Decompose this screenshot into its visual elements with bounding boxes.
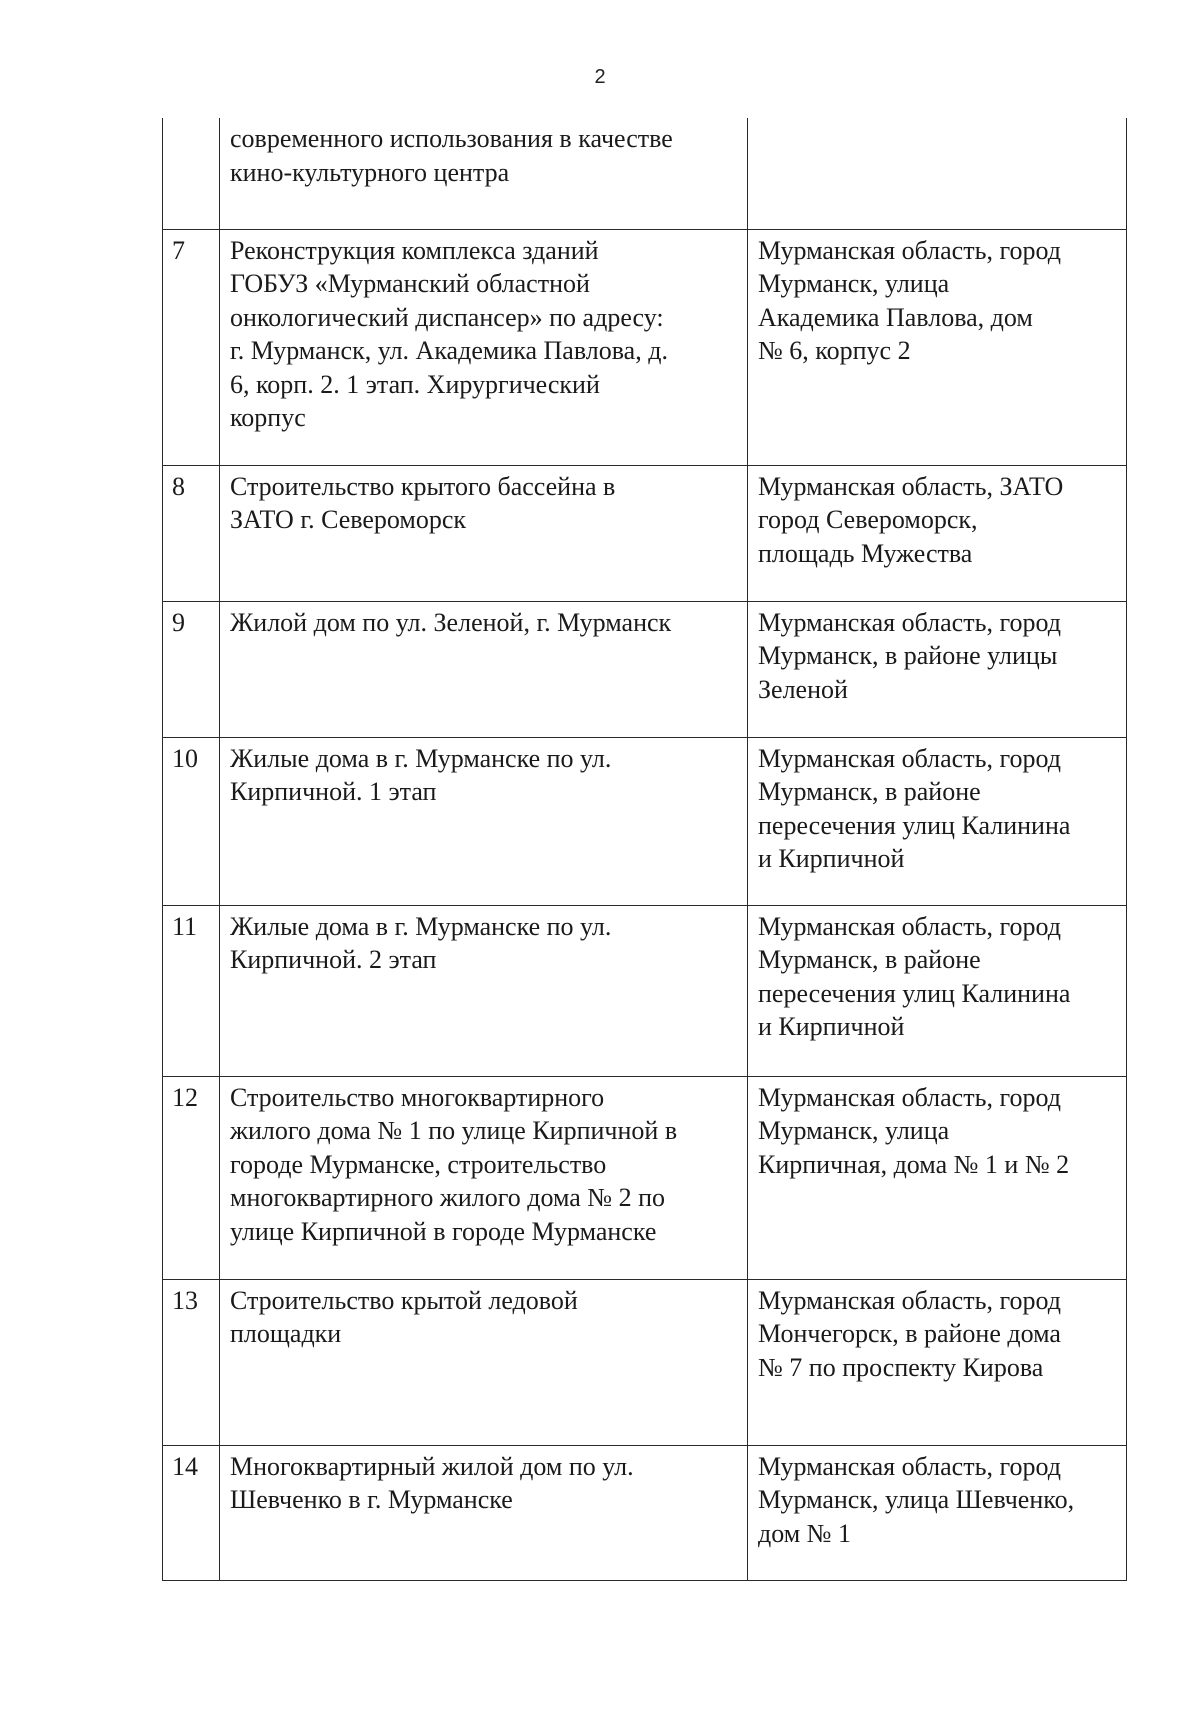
object-address: Мурманская область, город Мурманск, улица Академика Павлова, дом № 6, корпус 2: [748, 229, 1127, 465]
table-row: [163, 1445, 1127, 1580]
row-number: 8: [163, 465, 220, 601]
object-name: Многоквартирный жилой дом по ул. Шевченко в г. Мурманске: [220, 1445, 748, 1580]
page-number: 2: [594, 66, 606, 88]
object-name: Строительство крытой ледовой площадки: [220, 1279, 748, 1445]
row-number: 10: [163, 737, 220, 905]
object-address: Мурманская область, город Мурманск, в районе пересечения улиц Калинина и Кирпичной: [748, 737, 1127, 905]
row-number: 9: [163, 601, 220, 737]
table-row: [163, 905, 1127, 1076]
row-number: 13: [163, 1279, 220, 1445]
table-row: [163, 1279, 1127, 1445]
table-row: [163, 229, 1127, 465]
row-number: 11: [163, 905, 220, 1076]
object-address: Мурманская область, город Мурманск, в районе улицы Зеленой: [748, 601, 1127, 737]
objects-table: [162, 118, 1127, 1581]
row-number: 7: [163, 229, 220, 465]
row-number: [163, 118, 220, 229]
table-row: [163, 465, 1127, 601]
object-address: Мурманская область, город Мончегорск, в районе дома № 7 по проспекту Кирова: [748, 1279, 1127, 1445]
object-address: [748, 118, 1127, 229]
object-name: Жилой дом по ул. Зеленой, г. Мурманск: [220, 601, 748, 737]
object-name: современного использования в качестве кино-культурного центра: [220, 118, 748, 229]
table-row: [163, 601, 1127, 737]
object-name: Жилые дома в г. Мурманске по ул. Кирпичной. 1 этап: [220, 737, 748, 905]
object-name: Строительство многоквартирного жилого дома № 1 по улице Кирпичной в городе Мурманске, строительство многоквартирного жилого дома № 2 по улице Кирпичной в городе Мурманске: [220, 1076, 748, 1279]
table-row: [163, 118, 1127, 229]
object-name: Реконструкция комплекса зданий ГОБУЗ «Мурманский областной онкологический диспансер» по адресу: г. Мурманск, ул. Академика Павлова, д. 6, корп. 2. 1 этап. Хирургический корпус: [220, 229, 748, 465]
row-number: 14: [163, 1445, 220, 1580]
object-address: Мурманская область, город Мурманск, улица Кирпичная, дома № 1 и № 2: [748, 1076, 1127, 1279]
object-address: Мурманская область, город Мурманск, улица Шевченко, дом № 1: [748, 1445, 1127, 1580]
object-name: Жилые дома в г. Мурманске по ул. Кирпичной. 2 этап: [220, 905, 748, 1076]
object-address: Мурманская область, ЗАТО город Североморск, площадь Мужества: [748, 465, 1127, 601]
table-row: [163, 737, 1127, 905]
table-row: [163, 1076, 1127, 1279]
object-address: Мурманская область, город Мурманск, в районе пересечения улиц Калинина и Кирпичной: [748, 905, 1127, 1076]
row-number: 12: [163, 1076, 220, 1279]
object-name: Строительство крытого бассейна в ЗАТО г. Североморск: [220, 465, 748, 601]
